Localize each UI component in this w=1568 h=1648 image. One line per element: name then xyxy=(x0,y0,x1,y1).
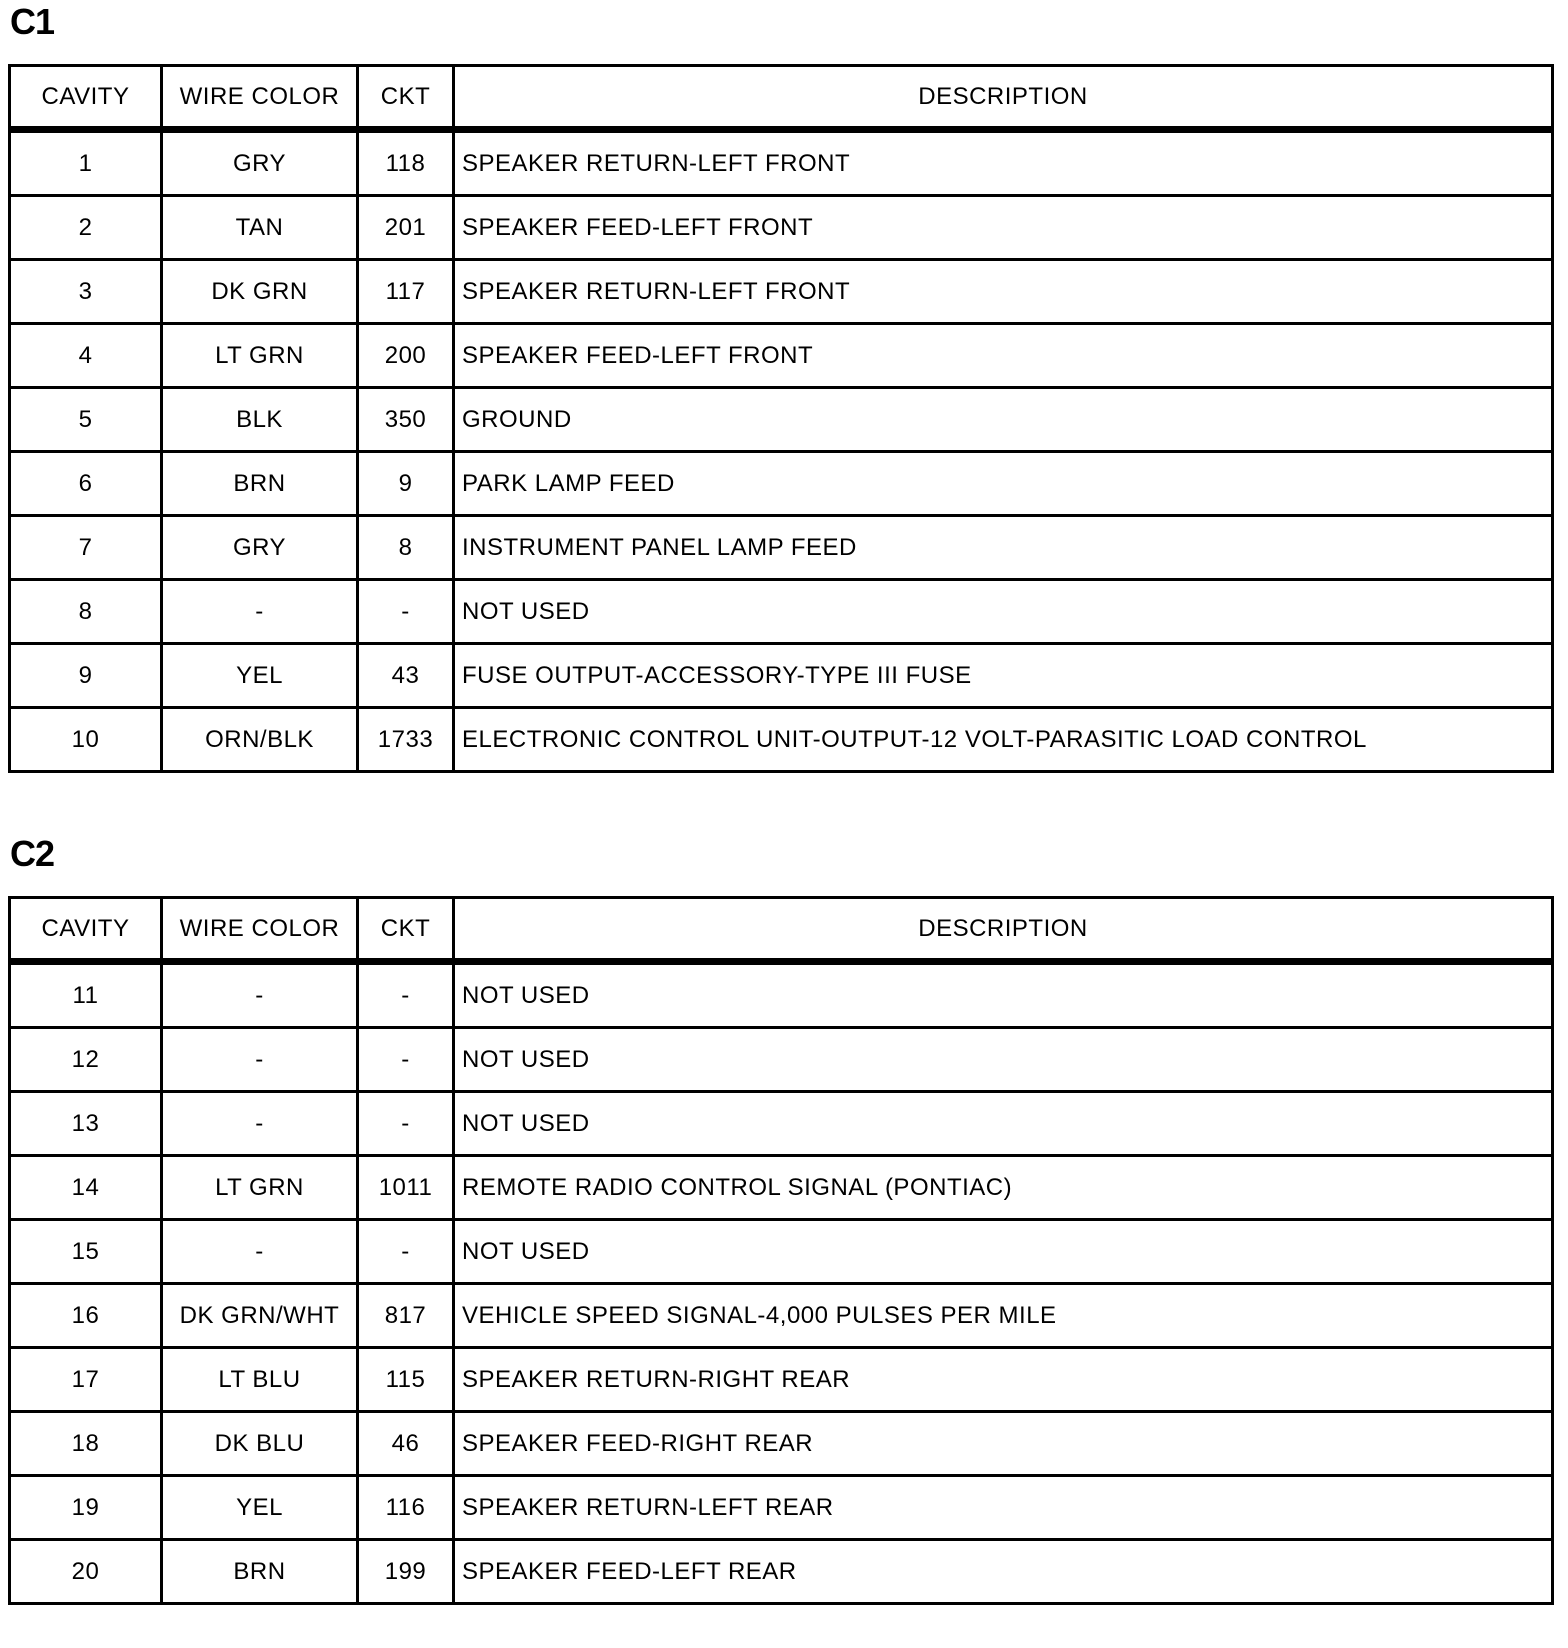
header-description: DESCRIPTION xyxy=(454,66,1553,130)
cavity-cell: 16 xyxy=(10,1284,162,1348)
connector-c1-table-header xyxy=(10,66,1553,130)
table-row xyxy=(10,1156,1553,1220)
cavity-cell: 20 xyxy=(10,1540,162,1604)
ckt-cell: - xyxy=(358,1092,454,1156)
description-cell: NOT USED xyxy=(454,580,1553,644)
connector-c1-table xyxy=(8,64,1554,773)
table-row xyxy=(10,1028,1553,1092)
cavity-cell: 13 xyxy=(10,1092,162,1156)
ckt-cell: 117 xyxy=(358,260,454,324)
cavity-cell: 18 xyxy=(10,1412,162,1476)
header-cavity: CAVITY xyxy=(10,898,162,962)
table-row xyxy=(10,1476,1553,1540)
ckt-cell: - xyxy=(358,962,454,1028)
table-row xyxy=(10,962,1553,1028)
cavity-cell: 19 xyxy=(10,1476,162,1540)
ckt-cell: 350 xyxy=(358,388,454,452)
table-row xyxy=(10,324,1553,388)
cavity-cell: 15 xyxy=(10,1220,162,1284)
ckt-cell: 199 xyxy=(358,1540,454,1604)
wire-color-cell: YEL xyxy=(162,644,358,708)
cavity-cell: 7 xyxy=(10,516,162,580)
description-cell: REMOTE RADIO CONTROL SIGNAL (PONTIAC) xyxy=(454,1156,1553,1220)
ckt-cell: 46 xyxy=(358,1412,454,1476)
description-cell: GROUND xyxy=(454,388,1553,452)
cavity-cell: 8 xyxy=(10,580,162,644)
ckt-cell: 200 xyxy=(358,324,454,388)
wire-color-cell: BRN xyxy=(162,452,358,516)
wire-color-cell: ORN/BLK xyxy=(162,708,358,772)
cavity-cell: 6 xyxy=(10,452,162,516)
ckt-cell: 1011 xyxy=(358,1156,454,1220)
header-row xyxy=(10,66,1553,130)
cavity-cell: 17 xyxy=(10,1348,162,1412)
ckt-cell: 817 xyxy=(358,1284,454,1348)
description-cell: SPEAKER FEED-LEFT FRONT xyxy=(454,196,1553,260)
ckt-cell: - xyxy=(358,580,454,644)
description-cell: SPEAKER RETURN-LEFT FRONT xyxy=(454,130,1553,196)
wire-color-cell: BRN xyxy=(162,1540,358,1604)
connector-c1-table-body xyxy=(10,130,1553,772)
wire-color-cell: LT GRN xyxy=(162,1156,358,1220)
table-row xyxy=(10,516,1553,580)
ckt-cell: - xyxy=(358,1220,454,1284)
wire-color-cell: BLK xyxy=(162,388,358,452)
table-row xyxy=(10,1348,1553,1412)
ckt-cell: 9 xyxy=(358,452,454,516)
connector-c2-table-header xyxy=(10,898,1553,962)
cavity-cell: 12 xyxy=(10,1028,162,1092)
table-row xyxy=(10,644,1553,708)
description-cell: INSTRUMENT PANEL LAMP FEED xyxy=(454,516,1553,580)
table-row xyxy=(10,260,1553,324)
wire-color-cell: - xyxy=(162,1220,358,1284)
description-cell: SPEAKER RETURN-LEFT REAR xyxy=(454,1476,1553,1540)
cavity-cell: 10 xyxy=(10,708,162,772)
header-ckt: CKT xyxy=(358,66,454,130)
wire-color-cell: - xyxy=(162,1028,358,1092)
table-row xyxy=(10,130,1553,196)
cavity-cell: 1 xyxy=(10,130,162,196)
wire-color-cell: - xyxy=(162,962,358,1028)
ckt-cell: 118 xyxy=(358,130,454,196)
description-cell: SPEAKER FEED-LEFT FRONT xyxy=(454,324,1553,388)
table-row xyxy=(10,1284,1553,1348)
description-cell: SPEAKER RETURN-LEFT FRONT xyxy=(454,260,1553,324)
table-row xyxy=(10,1220,1553,1284)
description-cell: VEHICLE SPEED SIGNAL-4,000 PULSES PER MILE xyxy=(454,1284,1553,1348)
table-row xyxy=(10,388,1553,452)
table-row xyxy=(10,1540,1553,1604)
wire-color-cell: YEL xyxy=(162,1476,358,1540)
wire-color-cell: DK GRN xyxy=(162,260,358,324)
cavity-cell: 5 xyxy=(10,388,162,452)
description-cell: NOT USED xyxy=(454,1220,1553,1284)
header-wire-color: WIRE COLOR xyxy=(162,66,358,130)
wire-color-cell: - xyxy=(162,1092,358,1156)
description-cell: ELECTRONIC CONTROL UNIT-OUTPUT-12 VOLT-PARASITIC LOAD CONTROL xyxy=(454,708,1553,772)
wire-color-cell: GRY xyxy=(162,516,358,580)
ckt-cell: - xyxy=(358,1028,454,1092)
cavity-cell: 14 xyxy=(10,1156,162,1220)
cavity-cell: 3 xyxy=(10,260,162,324)
table-row xyxy=(10,1092,1553,1156)
connector-c1-title: C1 xyxy=(10,1,55,42)
ckt-cell: 8 xyxy=(358,516,454,580)
wire-color-cell: GRY xyxy=(162,130,358,196)
wire-color-cell: LT BLU xyxy=(162,1348,358,1412)
wire-color-cell: DK BLU xyxy=(162,1412,358,1476)
cavity-cell: 9 xyxy=(10,644,162,708)
connector-c2-table-body xyxy=(10,962,1553,1604)
ckt-cell: 1733 xyxy=(358,708,454,772)
header-cavity: CAVITY xyxy=(10,66,162,130)
cavity-cell: 2 xyxy=(10,196,162,260)
connector-c2-title: C2 xyxy=(10,833,55,874)
ckt-cell: 201 xyxy=(358,196,454,260)
cavity-cell: 4 xyxy=(10,324,162,388)
header-ckt: CKT xyxy=(358,898,454,962)
description-cell: PARK LAMP FEED xyxy=(454,452,1553,516)
description-cell: SPEAKER RETURN-RIGHT REAR xyxy=(454,1348,1553,1412)
connector-c2-table xyxy=(8,896,1554,1605)
description-cell: NOT USED xyxy=(454,1092,1553,1156)
header-description: DESCRIPTION xyxy=(454,898,1553,962)
table-row xyxy=(10,196,1553,260)
ckt-cell: 43 xyxy=(358,644,454,708)
table-row xyxy=(10,452,1553,516)
header-wire-color: WIRE COLOR xyxy=(162,898,358,962)
wire-color-cell: LT GRN xyxy=(162,324,358,388)
wire-color-cell: DK GRN/WHT xyxy=(162,1284,358,1348)
ckt-cell: 116 xyxy=(358,1476,454,1540)
table-row xyxy=(10,1412,1553,1476)
description-cell: FUSE OUTPUT-ACCESSORY-TYPE III FUSE xyxy=(454,644,1553,708)
table-row xyxy=(10,708,1553,772)
wire-color-cell: - xyxy=(162,580,358,644)
ckt-cell: 115 xyxy=(358,1348,454,1412)
description-cell: NOT USED xyxy=(454,1028,1553,1092)
description-cell: NOT USED xyxy=(454,962,1553,1028)
table-row xyxy=(10,580,1553,644)
header-row xyxy=(10,898,1553,962)
cavity-cell: 11 xyxy=(10,962,162,1028)
description-cell: SPEAKER FEED-LEFT REAR xyxy=(454,1540,1553,1604)
description-cell: SPEAKER FEED-RIGHT REAR xyxy=(454,1412,1553,1476)
wire-color-cell: TAN xyxy=(162,196,358,260)
